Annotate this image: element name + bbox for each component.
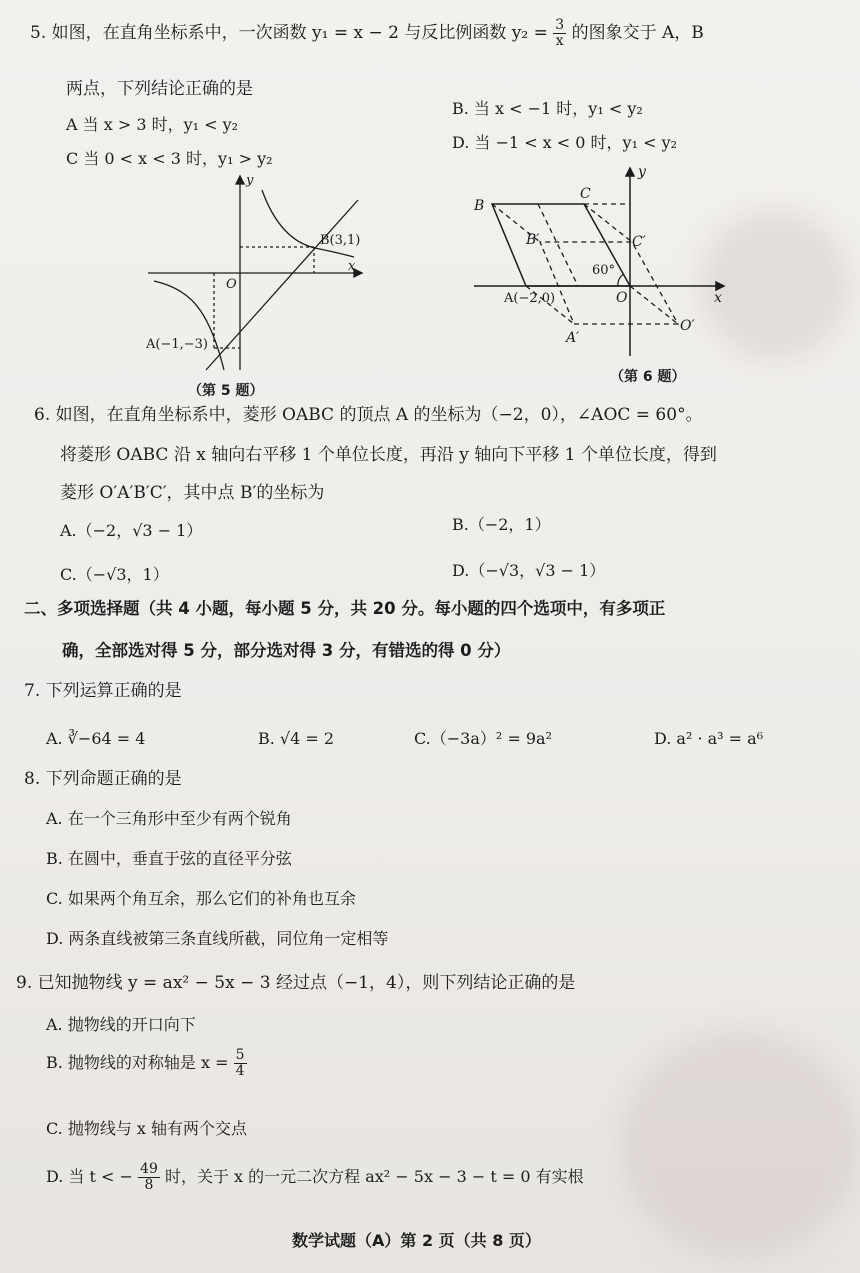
figure-q5 <box>140 170 380 380</box>
q8-option-a: A. 在一个三角形中至少有两个锐角 <box>46 809 292 828</box>
q9-option-b <box>46 1048 247 1079</box>
fig6-b2-label: B′ <box>526 232 540 248</box>
q9-d-frac-den: 8 <box>144 1177 154 1193</box>
q7-option-d: D. a² · a³ = a⁶ <box>654 729 764 748</box>
fig5-x-label: x <box>348 259 356 274</box>
fig6-x-arrow <box>716 282 724 290</box>
q6-stem-line1: 6. 如图，在直角坐标系中，菱形 OABC 的顶点 A 的坐标为（−2，0），∠AOC = 60°。 <box>34 405 703 425</box>
fig6-c-label: C <box>580 186 591 202</box>
q7-option-c: C.（−3a）² = 9a² <box>414 729 553 748</box>
q9-option-d-post: 时，关于 x 的一元二次方程 ax² − 5x − 3 − t = 0 有实根 <box>164 1167 584 1186</box>
q6-option-a: A.（−2，√3 − 1） <box>60 521 203 540</box>
stain-bottom-right <box>620 1030 860 1260</box>
fig5-caption: （第 5 题） <box>188 383 264 399</box>
fig6-c2-label: C′ <box>632 234 646 250</box>
q5-option-c: C 当 0 < x < 3 时，y₁ > y₂ <box>66 149 273 168</box>
q5-stem-a: 如图，在直角坐标系中，一次函数 y₁ = x − 2 与反比例函数 y₂ = <box>51 23 548 43</box>
q9-option-d <box>46 1162 584 1193</box>
fig5-y-label: y <box>246 173 254 188</box>
fig6-x-label: x <box>714 290 722 306</box>
q5-stem <box>30 18 704 49</box>
q9-option-b-text: B. 抛物线的对称轴是 x = <box>46 1053 229 1072</box>
q9-stem: 9. 已知抛物线 y = ax² − 5x − 3 经过点（−1，4），则下列结论正确的是 <box>16 973 576 993</box>
fig5-hyperbola-left <box>154 281 224 370</box>
q9-option-d-pre: D. 当 t < − <box>46 1167 133 1186</box>
q7-option-a: A. ∛−64 = 4 <box>46 729 146 748</box>
fig6-a-label: A(−2,0) <box>504 291 556 306</box>
fig5-y-arrow <box>236 176 244 184</box>
fig6-b-label: B <box>474 198 485 214</box>
q6-option-c: C.（−√3，1） <box>60 565 169 584</box>
q8-option-c: C. 如果两个角互余，那么它们的补角也互余 <box>46 889 356 908</box>
fig6-y-label: y <box>638 164 646 180</box>
fig6-origin-label: O <box>616 290 628 306</box>
fig5-origin-label: O <box>226 277 237 292</box>
q7-stem: 7. 下列运算正确的是 <box>24 681 182 701</box>
fig6-dash-o-guide <box>630 286 678 324</box>
q9-option-a: A. 抛物线的开口向下 <box>46 1015 196 1034</box>
q5-stem-line2: 两点，下列结论正确的是 <box>66 79 253 99</box>
page-footer: 数学试题（A）第 2 页（共 8 页） <box>292 1231 541 1250</box>
q9-b-frac-den: 4 <box>235 1063 245 1079</box>
q5-option-d: D. 当 −1 < x < 0 时，y₁ < y₂ <box>452 133 678 152</box>
figure-q6 <box>468 160 738 360</box>
section2-heading-line2: 确，全部选对得 5 分，部分选对得 3 分，有错选的得 0 分） <box>62 641 511 660</box>
fig6-o2-label: O′ <box>680 318 695 334</box>
fig6-a2-label: A′ <box>566 330 580 346</box>
q5-option-b: B. 当 x < −1 时，y₁ < y₂ <box>452 99 643 118</box>
section2-heading-line1: 二、多项选择题（共 4 小题，每小题 5 分，共 20 分。每小题的四个选项中，有多项正 <box>24 599 666 618</box>
q9-option-b-fraction <box>234 1048 247 1079</box>
q9-option-c: C. 抛物线与 x 轴有两个交点 <box>46 1119 248 1138</box>
q9-option-d-fraction <box>138 1162 160 1193</box>
q8-stem: 8. 下列命题正确的是 <box>24 769 182 789</box>
fig6-caption: （第 6 题） <box>610 369 686 385</box>
q6-stem-line3: 菱形 O′A′B′C′，其中点 B′的坐标为 <box>60 483 325 503</box>
q5-stem-b: 的图象交于 A，B <box>571 23 704 43</box>
q5-fraction <box>553 18 566 49</box>
fig6-rhombus-translated <box>540 242 678 324</box>
fig6-dash-mid <box>538 204 578 286</box>
fig5-point-a-label: A(−1,−3) <box>146 337 208 352</box>
fig6-angle-arc <box>618 274 624 286</box>
q5-option-a: A 当 x > 3 时，y₁ < y₂ <box>66 115 239 134</box>
q6-option-b: B.（−2，1） <box>452 515 551 534</box>
q5-frac-den: x <box>555 33 564 49</box>
q9-d-frac-num: 49 <box>140 1161 158 1177</box>
q5-frac-num: 3 <box>555 17 565 33</box>
q5-number: 5. <box>30 23 47 43</box>
q8-option-d: D. 两条直线被第三条直线所截，同位角一定相等 <box>46 929 389 948</box>
fig5-point-b-label: B(3,1) <box>320 233 361 248</box>
q7-option-b: B. √4 = 2 <box>258 729 335 748</box>
fig6-angle-label: 60° <box>592 263 616 278</box>
fig6-dash-c-guide <box>584 204 632 242</box>
q6-option-d: D.（−√3，√3 − 1） <box>452 561 606 580</box>
q8-option-b: B. 在圆中，垂直于弦的直径平分弦 <box>46 849 292 868</box>
q6-stem-line2: 将菱形 OABC 沿 x 轴向右平移 1 个单位长度，再沿 y 轴向下平移 1 个单位长度，得到 <box>60 445 717 465</box>
fig6-y-arrow <box>626 168 634 176</box>
q9-b-frac-num: 5 <box>235 1047 245 1063</box>
